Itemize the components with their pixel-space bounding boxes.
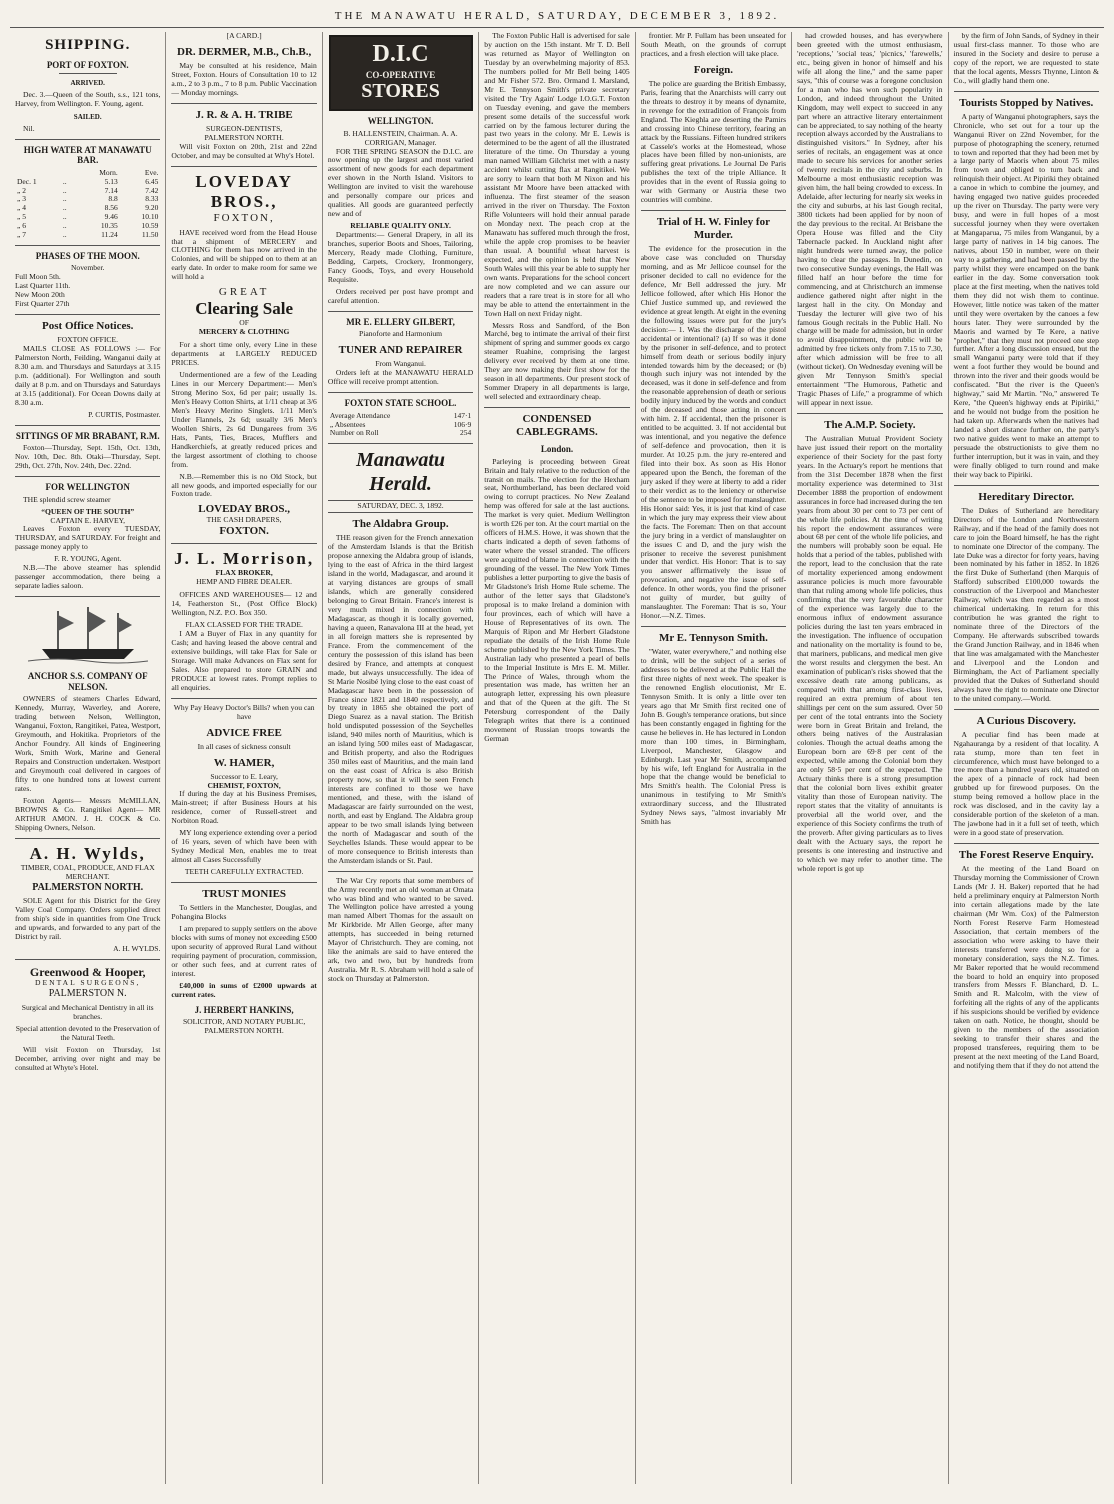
column-3 <box>323 32 479 1484</box>
dr-text: May be consulted at his residence, Main Street, Foxton. Hours of Consultation 10 to 12 a.m., 2 to 3 p.m., 7 to 8 p.m. Public Vaccination — Monday mornings. <box>171 60 317 97</box>
trust-text: To Settlers in the Manchester, Douglas, and Pohangina Blocks <box>171 903 317 921</box>
great-label: GREAT <box>218 286 270 299</box>
dic-place: WELLINGTON. <box>367 116 434 126</box>
school-cell: 254 <box>460 428 472 438</box>
tide-cell: 9.20 <box>145 203 159 213</box>
hamer-text: In all cases of sickness consult <box>197 741 291 751</box>
cable-heading: CONDENSED CABLEGRAMS. <box>516 413 598 439</box>
paper-title: Manawatu Herald. <box>356 449 446 495</box>
school-row <box>328 429 473 438</box>
column-5 <box>636 32 792 1484</box>
school-cell: 106·9 <box>453 419 472 429</box>
sailed-heading: SAILED. <box>73 113 102 122</box>
amp-heading: The A.M.P. Society. <box>824 419 916 432</box>
morrison-trade: FLAX BROKER, <box>215 568 273 578</box>
tide-cell: 10.35 <box>100 220 118 230</box>
tide-cell: 8.56 <box>104 203 118 213</box>
tide-cell: 10.59 <box>141 220 159 230</box>
trial-text: The evidence for the prosecution in the above case was concluded on Thursday morning, and as Mr Jellicoe counsel for the prisoner decided to call no evidence for the defence, Mr Bell addressed the jury. Mr Jellicoe followed, after which His Honor the Chief Justice summed up, and reviewed the evidence at great length. At eight in the evening the following issues were put for the jury's decision:— 1. Was the discharge of the pistol accidental or intentional? (a) If so was it done by the prisoner in self-defence, and to protect himself from death or serious bodily injury intended towards him by the deceased; or (b) though such injury was not intended by the deceased, was it done in self-defence and from the reasonable apprehension of death or serious bodily injury induced by the words and conduct of the deceased and those acting in concert with him. 2. If accidental, then the prisoner is entitled to be acquitted. 3. If not accidental but was intentional, and you negative the defence of self-defence and provocation, then it is murder. At 10.25 p.m. the jury re-entered and filed into their box. As soon as His Honor appeared upon the Bench, the foreman of the jury asked if they were at liberty to add a rider to their verdict as to the leniency or otherwise of the sentence to be imposed for manslaughter. His Honor said: Yes, it is just that kind of case in which the jury may express their view about the facts. The Foreman: Then on that account the jury bring in a verdict of manslaughter on the issues C and D, and the jury wish the prisoner to receive the severest punishment under that verdict. His Honor: That is to say you answer affirmatively the issue of provocation, and negative the issue of self-defence. In other words, you find the prisoner not guilty of murder, but guilty of manslaughter. The Foreman: That is so, Your Honor.—N.Z. Times. <box>640 244 787 621</box>
tide-cell: 8.8 <box>108 194 118 204</box>
tide-cell: „ 5 <box>17 212 26 222</box>
sailed-text: Nil. <box>23 123 35 133</box>
wylds-signature: A. H. WYLDS. <box>113 944 161 954</box>
forest-heading: The Forest Reserve Enquiry. <box>958 849 1094 862</box>
morrison-trade2: HEMP AND FIBRE DEALER. <box>196 577 293 587</box>
school-cell: „ Absentees <box>329 419 366 429</box>
column-6 <box>792 32 948 1484</box>
tide-cell: 11.50 <box>141 229 159 239</box>
masthead: THE MANAWATU HERALD, SATURDAY, DECEMBER 3, 1892. <box>10 10 1104 28</box>
loveday-items: Undermentioned are a few of the Leading Lines in our Mercery Department:— Men's Strong Merino Sox, 6d per pair; usually 1s. Men's Heavy Cotton Shirts, at 1/11 cheap at 3/6 Men's Heavy Merino Singlets. 1/11 Men's Under Flannels, 2s 6d; usually 3/6 Men's Woollen Shirts, 2s 6d Dungarees from 3/6 Hats, Pants, Ties, Braces, Mufflers and Handkerchiefs, at greatly reduced prices and the largest assortment of clothing to choose from. <box>171 370 317 469</box>
moon-heading: PHASES OF THE MOON. <box>35 250 140 261</box>
arrived-heading: ARRIVED. <box>70 79 105 88</box>
gh-text: Surgical and Mechanical Dentistry in all its branches. <box>21 1003 154 1021</box>
trust-heading: TRUST MONIES <box>202 888 287 901</box>
tide-row <box>15 178 160 187</box>
anchor-text: OWNERS of steamers Charles Edward, Kennedy, Murray, Waverley, and Aorere, trading between Nelson, Wellington, Wanganui, Foxton, Rangitikei, Patea, Westport, Greymouth, and Hokitika. Proprietors of the Anchor Foundry. All kinds of Engineering Work, Smith Work, Marine and General Repairs and Construction undertaken. Westport and Greymouth coal delivered in cargoes of fifty to one hundred tons at lowest current rates. <box>15 694 161 793</box>
divider <box>954 485 1099 486</box>
morrison-text: I AM a Buyer of Flax in any quantity for Cash; and having leased the above central and extensive buildings, will take Flax for Sale or Storage. Will make Advances on Flax sent for Sales. Also prepared to store GRAIN and PRODUCE at lowest rates. Prompt replies to all enquiries. <box>171 629 317 692</box>
gh-trade: DENTAL SURGEONS, <box>35 978 141 988</box>
agent-name: F. R. YOUNG, Agent. <box>54 554 122 564</box>
column-2 <box>166 32 322 1484</box>
tourists-text: A party of Wanganui photographers, says the Chronicle, who set out for a tour up the Wanganui River on 22nd November, for the purpose of photographing the scenery, returned to town and reported that they had been met by a large party of Maoris when about 75 miles from town and obliged to turn back and relinquish their object. At Pipiriki they obtained a canoe in which to combine the journey, and having engaged two native guides proceeded up the river on Thursday. The party were very busy, and were in full hopes of a most successful journey when they were overtaken at Mangaparua, 75 miles from Wanganui, by a large party of natives in 14 big canoes. The natives, about 150 in number, were on their way to a gathering, and had been passed by the party whilst they were encamped on the bank earlier in the day. Some conversation took place at the first meeting, when the natives told them they did not wish them to continue. However, little notice was taken of the matter until they were overtaken by the canoes a few hours later. They were surrounded by the Maoris and warned by Te Kere, a native "prophet," that they must not proceed one step further. After a long discussion ensued, but the small Wanganui party were told that if they went a foot further they would be bound and thrown into the river and their goods would be confiscated. "But the river is the Queen's highway," said Mr Martin. "No," answered Te Kere, "the Queen's highway ends at Pipiriki," and he would not budge from the position he had taken up. Afterwards when the natives had landed a short distance further on, the party's two native guides went to make an attempt to persuade the obstructionists to give them no further interruption, but it was in vain, and they were finally obliged to turn round and make their way back to Pipiriki. <box>953 111 1099 479</box>
wylds-name: A. H. Wylds, <box>29 843 146 863</box>
divider <box>641 210 786 211</box>
divider <box>328 392 473 393</box>
wylds-trade: TIMBER, COAL, PRODUCE, AND FLAX MERCHANT. <box>20 862 155 881</box>
dic-orders: Orders received per post have prompt and careful attention. <box>327 286 474 305</box>
school-cell: Average Attendance <box>329 410 391 420</box>
tide-cell: 8.33 <box>145 194 159 204</box>
clearing-label: Clearing Sale <box>195 299 293 319</box>
post-office-signature: P. CURTIS, Postmaster. <box>88 409 161 419</box>
smith-continued-text: had crowded houses, and has everywhere been greeted with the utmost enthusiasm, 'receptions,' 'social teas,' 'picnics,' 'farewells,' etc., being given in honor of himself and his wife all along the line," and the same paper says, "this of course was a foregone conclusion for a man who has won such popularity in London, and indeed throughout the United Kingdom, may well expect to succeed in any part where an attractive literary entertainment can be appreciated, to say nothing of the hearty reception always accorded by the Australians to distinguished visitors." In Sydney, after his series of recitals, an engagement was at once made to secure his services for another series of twenty recitals in the city and suburbs. In Melbourne a most enthusiastic reception was given him, the hall being crowded to excess. In Adelaide, after lecturing for nearly six weeks in the city and suburbs, at his last Gough recital, 3800 tickets had been applied for by noon of the day previous to the recital. At Brisbane the Opera House was filled and the City Tabernacle packed. In Auckland night after night hundreds were turned away, the police having to clear the passages. In Dunedin, on two consecutive Sunday evenings, the Hall was filled half an hour before the time for commencing, and at Christchurch an immense audience gathered night after night in the largest hall in the city. On Monday and Tuesday the lecturer will give two of his famous Gough recitals in the Public Hall. No charge will be made for admission, but in order to avoid disappointment, the public will be admitted by free tickets only from 7.15 to 7.30, after which admission will be free to all (without ticket). On Wednesday evening will be given Mr Tennyson Smith's special entertainment "The Humorous, Pathetic and Tragic Phases of Life," a programme of which will appear in next issue. <box>797 32 943 408</box>
aldabra-heading: The Aldabra Group. <box>352 518 449 531</box>
for-wellington-heading: FOR WELLINGTON <box>45 482 130 493</box>
tide-row <box>15 231 160 240</box>
hamer-question: Why Pay Heavy Doctor's Bills? when you can have <box>173 702 315 721</box>
hankins-name: J. HERBERT HANKINS, <box>194 1004 294 1015</box>
greenwood-hooper-ad <box>15 965 160 1000</box>
for-wellington-nb: N.B.—The above steamer has splendid passenger accommodation, there being a separate ladies saloon. <box>15 563 161 591</box>
wylds-place: PALMERSTON NORTH. <box>32 881 144 893</box>
tide-cell: .. <box>62 176 67 186</box>
post-office-heading: Post Office Notices. <box>42 320 134 332</box>
tide-cell: „ 6 <box>17 220 26 230</box>
hankins-place: PALMERSTON NORTH. <box>204 1026 284 1036</box>
moon-line: Full Moon 5th. <box>15 272 61 282</box>
logo-mid: CO-OPERATIVE <box>365 70 436 80</box>
loveday-nb: N.B.—Remember this is no Old Stock, but all new goods, and imported especially for our Foxton trade. <box>171 471 317 499</box>
column-4 <box>479 32 635 1484</box>
hankins-trade: SOLICITOR, AND NOTARY PUBLIC, <box>182 1017 306 1027</box>
forest-text: At the meeting of the Land Board on Thursday morning the Commissioner of Crown Lands (Mr J. H. Baker) reported that he had held a preliminary enquiry at Palmerston North into certain allegations made by the late chairman (Mr Wm. Cox) of the Palmerston North Forest Reserve Farm Homestead Association, that certain members of the association who were asking to have their interests transferred were doing so for a monetary consideration, says the N.Z. Times. Mr Baker reported that he would recommend the board to hold an enquiry into proposed transfers from Messrs F. Blanchard, D. L. Smith and R. Malcolm, with the view of forfeiting all the rights of any of the applicants if his suspicions should be verified by evidence taken on oath. Notice, he thought, should be given to the members of the association seeking to transfer their shares and the proposed transferees, requiring them to be present at the next meeting of the Land Board, and notifying them that if they do not attend the <box>953 864 1099 1071</box>
divider <box>171 882 316 883</box>
divider <box>797 413 942 414</box>
moon-line: First Quarter 27th <box>15 299 70 309</box>
dic-departments: Departments:— General Drapery, in all its branches, superior Boots and Shoes, Tailoring, Mercery, Ready made Clothing, Furniture, Bedding, Carpets, Crockery, Ironmongery, Fancy Goods, Toys, and every Household Requisite. <box>327 230 474 284</box>
hamer-trade: CHEMIST, FOXTON, <box>207 780 281 790</box>
loveday-ad <box>171 172 316 225</box>
card-label: [A CARD.] <box>226 32 262 40</box>
amp-continued-text: by the firm of John Sands, of Sydney in their usual first-class manner. To those who are insured in the Society and desire to peruse a copy of the report, we are requested to state that the local agents, Messrs Thynne, Linton & Co., will gladly hand them one. <box>953 32 1099 85</box>
divider <box>328 871 473 872</box>
divider <box>328 443 473 444</box>
loveday-footer <box>171 503 316 538</box>
loveday-name: LOVEDAY BROS., <box>195 171 293 211</box>
aldabra-text: THE reason given for the French annexation of the Amsterdam Islands is that the British propose annexing the Aldabra group of islands, lying to the east of Africa in the third largest island in the world, Madagascar, and around it at varying distances are groups of small islands, which are generally considered belonging to Great Britain. France's interest is very much mixed in connection with Madagascar, as though it is locally governed, having a queen, Ranavalona III at the head, yet in all foreign matters she is represented by France. From the commencement of the century the possession of this island has been desired by France, and attempts at conquest made, but always unsuccessfully. The idea of St Marie Nosibé lying close to the east coast of Madagascar have been in the possession of France since 1821 and 1840 respectively, and by treaty in 1865 she obtained the port of Diego Suarez as a naval station. The British hold undisputed possession of the Seychelles island, 940 miles north of Mauritius, which is an island lying 500 miles east of Madagascar, and British property, and also the Rodrigues 350 miles east of Mauritius, and the main land on the east coast of Africa is also British property now, so that it will be seen French interests are confined to those we have mentioned, and these, with the island of Madagascar are fairly surrounded on the west, north, and east by England. The Aldabra group appear to be two small islands lying between the north of Madagascar and south of the Seychelles Islands. These would appear to be of more consequence to British interests than the Amsterdam islands or St. Paul. <box>327 533 474 865</box>
loveday-text: HAVE received word from the Head House that a shipment of MERCERY and CLOTHING for them has now arrived in the Colonies, and will be shipped on to them at an early date. In order to make room for same we will hold a <box>171 227 317 282</box>
divider <box>15 596 160 597</box>
divider <box>954 843 1099 844</box>
frontier-text: frontier. Mr P. Fullam has been unseated for South Meath, on the grounds of corrupt practices, and a fresh election will take place. <box>640 32 787 58</box>
shipping-heading: SHIPPING. <box>45 37 131 53</box>
tribe-text: Will visit Foxton on 20th, 21st and 22nd October, and may be consulted at Why's Hotel. <box>171 141 317 160</box>
mercery-label: MERCERY & CLOTHING <box>198 327 290 337</box>
anchor-heading: ANCHOR S.S. COMPANY OF NELSON. <box>27 671 148 692</box>
hamer-text3: MY long experience extending over a period of 16 years, seven of which have been with Sydney Medical Men, enables me to treat almost all Cases Successfully <box>171 828 317 865</box>
school-heading: FOXTON STATE SCHOOL. <box>344 398 457 409</box>
tide-row <box>15 213 160 222</box>
tourists-heading: Tourists Stopped by Natives. <box>959 96 1094 109</box>
school-cell: Number on Roll <box>329 428 379 438</box>
tide-row <box>15 222 160 231</box>
divider <box>484 407 629 408</box>
loveday2-trade: THE CASH DRAPERS, <box>206 515 282 525</box>
smith-text: "Water, water everywhere," and nothing else to drink, will be the subject of a series of addresses to be delivered at the Public Hall the first three nights of next week. The speaker is the renowned English elocutionist, Mr E. Tennyson Smith. It is only a little over ten years ago that Mr Smith first recited one of John B. Gough's temperance orations, but since has been constantly engaged in fighting for the cause he believes in. He has lectured in London more than 100 times, in Birmingham, Liverpool, Manchester, Glasgow and Edinburgh. Last year Mr Smith, accompanied by his wife, left England for Australia in the hope that the change would be beneficial to Mrs Smith's health. The Colonial Press is unanimous in testifying to Mr Smith's extraordinary success, and the Illustrated Sydney News says, "almost invariably Mr Smith has <box>640 647 787 827</box>
hamer-name: W. HAMER, <box>213 756 275 769</box>
moon-subheading: November. <box>70 263 105 273</box>
tide-heading: HIGH WATER AT MANAWATU BAR. <box>23 144 152 166</box>
moon-line: Last Quarter 11th. <box>15 281 71 291</box>
divider <box>171 103 316 104</box>
tide-row <box>15 195 160 204</box>
tide-cell: 11.24 <box>101 229 118 239</box>
logo-bottom: STORES <box>361 80 440 102</box>
clearing-sale <box>171 286 316 337</box>
tide-cell: „ 2 <box>17 185 26 195</box>
column-7 <box>949 32 1104 1484</box>
gh-name: Greenwood & Hooper, <box>29 965 146 980</box>
tide-cell: .. <box>62 220 67 230</box>
for-wellington-body: Leaves Foxton every TUESDAY, THURSDAY, and SATURDAY. For freight and passage money apply to <box>15 524 161 552</box>
morrison-name: J. L. Morrison, <box>174 549 315 569</box>
divider <box>328 311 473 312</box>
trust-amount: £40,000 in sums of £2000 upwards at current rates. <box>171 980 317 999</box>
tide-cell: 7.42 <box>145 185 159 195</box>
divider <box>15 314 160 315</box>
divider <box>15 245 160 246</box>
tide-cell: .. <box>62 212 67 222</box>
divider <box>954 709 1099 710</box>
tide-cell: .. <box>62 194 67 204</box>
divider <box>954 91 1099 92</box>
sittings-heading: SITTINGS OF MR BRABANT, R.M. <box>15 430 160 441</box>
foreign-heading: Foreign. <box>693 63 733 76</box>
divider <box>59 73 117 74</box>
tide-cell: 9.46 <box>104 212 118 222</box>
school-table <box>328 412 473 439</box>
loveday-place: FOXTON, <box>213 211 275 224</box>
trust-body: I am prepared to supply settlers on the above blocks with sums of money not exceeding £500 upon security of approved Rural Land without requiring payment of procuration, commission, or other such fees, and at current rates of interest. <box>171 923 317 978</box>
gh-place: PALMERSTON N. <box>48 988 127 1000</box>
divider <box>171 166 316 167</box>
tide-cell: 7.14 <box>104 185 118 195</box>
post-office-subheading: FOXTON OFFICE. <box>57 334 119 344</box>
sittings-text: Foxton—Thursday, Sept. 15th, Oct. 13th, Nov. 10th, Dec. 8th. Otaki—Thursday, Sept. 29th, Oct. 27th, Nov. 24th, Dec. 22nd. <box>15 443 161 471</box>
port-heading: PORT OF FOXTON. <box>46 59 129 70</box>
divider <box>15 959 160 960</box>
newspaper-page <box>10 10 1104 1484</box>
gilbert-place: From Wanganui. <box>375 359 426 369</box>
tide-col-header: Eve. <box>144 167 159 177</box>
smith-heading: Mr E. Tennyson Smith. <box>658 632 768 645</box>
cable-subheading: London. <box>540 444 574 455</box>
tide-cell: Dec. 1 <box>17 176 37 186</box>
loveday2-name: LOVEDAY BROS., <box>198 503 291 516</box>
morrison-flax: FLAX CLASSED FOR THE TRADE. <box>185 620 303 630</box>
tide-row <box>15 204 160 213</box>
moon-line: New Moon 20th <box>15 290 65 300</box>
morrison-addr: OFFICES AND WAREHOUSES— 12 and 14, Featherston St., (Post Office Block) Wellington, N.Z. P.O. Box 350. <box>171 590 317 618</box>
curious-text: A peculiar find has been made at Ngahauranga by a resident of that locality. A rata stump, more than ten feet in circumference, which must have belonged to a tree more than a hundred years old, situated on the apex of a pinnacle of rock had been grubbed up for firewood purposes. On the stump being removed a hollow place in the rock was disclosed, and in the cavity lay a considerable portion of the skeleton of a man. The jawbone had in it a full set of teeth, which were in a good state of preservation. <box>953 729 1099 838</box>
divider <box>171 543 316 544</box>
hereditary-text: The Dukes of Sutherland are hereditary Directors of the London and Northwestern Railway, and if the head of the family does not care to join the Board himself, he has the right to nominate one Director of the company. The late Duke was a director for forty years, having been nominated by his father in 1852. In 1826 the first Duke of Sutherland (then Marquis of Stafford) subscribed £100,000 towards the construction of the Liverpool and Manchester Railway, which was then regarded as a most chimerical undertaking. In return for this contribution he was granted the right to nominate three of the Directors of the Company. He afterwards subscribed towards the Grand Junction Railway, and in 1846 when that line was amalgamated with the Manchester and Liverpool and the London and Birmingham, the Act of Parliament specially provided that the Dukes of Sutherland should always have the right to nominate one Director to the united company.—World. <box>953 505 1099 703</box>
hamer-advice: ADVICE FREE <box>206 726 282 739</box>
captain-name: CAPTAIN E. HARVEY, <box>50 515 125 525</box>
gilbert-name: MR E. ELLERY GILBERT, <box>346 316 455 327</box>
curious-heading: A Curious Discovery. <box>976 714 1076 727</box>
tide-cell: 6.45 <box>145 176 159 186</box>
tribe-place: PALMERSTON NORTH. <box>204 132 284 142</box>
hamer-text2: If during the day at his Business Premises, Main-street; if after Business Hours at his residence, corner of Russell-street and Norbiton Road. <box>171 789 317 826</box>
arrived-text: Dec. 3.—Queen of the South, s.s., 121 tons, Harvey, from Wellington. F. Young, agent. <box>15 89 161 108</box>
divider <box>15 838 160 839</box>
gh-text2: Special attention devoted to the Preservation of the Natural Teeth. <box>15 1023 160 1042</box>
divider <box>15 139 160 140</box>
of-label: OF <box>239 318 249 328</box>
dr-name: DR. DERMER, M.B., Ch.B., <box>177 45 312 58</box>
date-line: SATURDAY, DEC. 3, 1892. <box>328 500 473 513</box>
hereditary-heading: Hereditary Director. <box>978 490 1075 503</box>
divider <box>171 698 316 699</box>
school-cell: 147·1 <box>453 410 472 420</box>
gilbert-trade: Pianoforte and Harmonium <box>359 329 443 339</box>
tide-cell: .. <box>62 203 67 213</box>
small-news-text: The War Cry reports that some members of the Army recently met an old woman at Omata who was blind and who wanted to be saved. The Wellington police have arrested a young man named Albert Thomas for the assault on Mr Kirkbride. Mr Allen George, after many attempts, has succeeded in being returned Mayor of Christchurch. They are coming, not like the animals are said to have entered the ark, two and two, but by hundreds from Australia. Mr R. S. Abraham will hold a sale of stock on Thursday at Palmerston. <box>327 875 474 984</box>
tide-cell: „ 4 <box>17 203 26 213</box>
tide-cell: „ 3 <box>17 194 26 204</box>
loveday-text2: For a short time only, every Line in these departments at LARGELY REDUCED PRICES. <box>171 340 317 368</box>
dic-quality: RELIABLE QUALITY ONLY. <box>350 221 451 231</box>
dic-text: FOR THE SPRING SEASON the D.I.C. are now opening up the largest and most varied assortment of new goods for each department ever shown in the North Island. Visitors to Wellington are invited to visit the warehouse and personally compare our prices and qualities. All goods are guaranteed perfectly new and of <box>327 146 474 219</box>
ship-name: “QUEEN OF THE SOUTH” <box>41 506 135 516</box>
foreign-text: The police are guarding the British Embassy, Paris, fearing that the Anarchists will carry out the threats to destroy it by means of dynamite, in revenge for the extradition of François from England. The Kieghla are deserting the Pamirs and crossing into Chinese territory, fearing an attack by the Russians. Fifteen hundred strikers at Cassele's works at the Homestead, whose places have been filled by non-unionists, are suffering great privations. Le Journal De Paris publishes the text of the triple Alliance. It provides that in the event of Russia going to war with Germany or Austria these two countries will combine. <box>640 78 787 205</box>
gh-text3: Will visit Foxton on Thursday, 1st December, arriving over night and may be consulted at Whyte's Hotel. <box>15 1044 161 1072</box>
tribe-trade: SURGEON-DENTISTS, <box>206 123 283 133</box>
loveday2-place: FOXTON. <box>219 525 269 538</box>
tide-cell: „ 7 <box>17 229 26 239</box>
divider <box>15 476 160 477</box>
wylds-text: SOLE Agent for this District for the Grey Valley Coal Company. Orders supplied direct from ship's side in quantities from One Truck and upwards, and forwarded to any part of the District by rail. <box>15 896 161 942</box>
tribe-name: J. R. & A. H. TRIBE <box>195 108 293 121</box>
post-office-text: MAILS CLOSE AS FOLLOWS :— For Palmerston North, Feilding, Wanganui daily at 8.30 a.m. and Thursdays and Saturdays at 3.15 p.m. (additional). For Wellington and south daily at 8 p.m. and on Thursdays and Saturdays at 3.15 (additional). For Ocean Downs daily at 8.30 a.m. <box>15 343 161 407</box>
cable-text: Parleying is proceeding between Great Britain and Italy relative to the reduction of the transit on mails. The election for the Hexham seat, Northumberland, has been declared void owing to corrupt practices. No New Zealand hemp was offered for sale at the last auctions. The market is very quiet. Medium Wellington is worth £26 per ton. At the court martial on the officers of H.M.S. Howe, it was shown that the charts indicated a depth of seven fathoms of water where the vessel stranded. The officers were acquitted of blame in connection with the grounding of the vessel. The New York Times publishes a letter purporting to give the basis of Mr Gladstone's Irish Home Rule scheme. The author of the letter says that Gladstone's proposal is to make Ireland a dominion with four provinces, each of which will have a House of Representatives of its own. The Marquis of Ripon and Mr Herbert Gladstone repudiate the details of the Irish Home Rule scheme published by the New York Times. The Australian lady who presented a pearl of bells to the Imperial Institute is Mrs E. M. Miller. The Prince of Wales, through whom the presentation was made, has written her an autograph letter, expressing his own pleasure and that of the Queen at the gift. The St Petersburg correspondent of the Daily Telegraph writes that there is a continued movement of Russian troops towards the German <box>484 456 630 744</box>
tide-cell: .. <box>62 229 67 239</box>
columns <box>10 32 1104 1484</box>
tide-table <box>15 169 160 240</box>
amp-text: The Australian Mutual Provident Society have just issued their report on the mortality experience of their Society for the past forty years. In the Actuary's report he mentions that from the 31st December 1878 when the first mortality experience was determined to 31st December 1888 the proportion of endowment assurances in force had increased during the ten years from about 30 per cent to 73 per cent of the whole life policies. At the time of writing his report the endowment assurances were about 68 per cent of the whole life policies, and the numbers will probably soon be equal. He holds that a period of the tables, published with the report, lead to the conclusion that the rate of mortality experienced among endowment assurance policies is much more favourable than that ruling among whole life policies, thus confirming that the very favourable character of the experience was largely due to the enormous influx of endowment assurance policies during the last ten years embraced in the investigation. The influence of occupation and nationality on the mortality is found to be, that mariners, publicans, and medical men give the worst results and clergymen the best. An examination of publican's risks showed that the excessive death rate among publicans, as compared with that among first-class lives, required an extra premium of about ten shillings per cent on the sum assured. Over 50 per cent of the total entrants into the Society were born in Great Britain and Ireland, the others being natives of the Australasian colonies. Though the actual deaths among the European born are 69·8 per cent of the expected, while among the Colonial born they are only 58·5 per cent of the expected. The Actuary thinks there is a strong presumption that the colonial born lives exhibit greater vitality than those of European nativity. The report states that the vitality of annuitants is proverbial all the world over, and the experience of this Society confirms the truth of the proverb. After giving particulars as to lives dealt with the Actuary says, the report he presents is one interesting and instructive and to which we may refer to another time. The whole report is got up <box>797 434 943 873</box>
trial-heading: Trial of H. W. Finley for Murder. <box>656 216 770 242</box>
dic-logo <box>329 35 473 111</box>
for-wellington-text: THE splendid screw steamer <box>23 494 111 504</box>
tide-cell: .. <box>62 185 67 195</box>
wylds-ad <box>15 844 160 894</box>
divider <box>15 425 160 426</box>
morrison-ad <box>171 549 316 587</box>
gilbert-trade2: TUNER AND REPAIRER <box>338 344 463 357</box>
column-1 <box>10 32 166 1484</box>
dic-officers: B. HALLENSTEIN, Chairman. A. A. CORRIGAN, Manager. <box>343 128 458 147</box>
tide-cell: 5.13 <box>104 176 118 186</box>
logo-top: D.I.C <box>372 41 429 67</box>
tide-col-header: Morn. <box>99 167 118 177</box>
tide-cell: 10.10 <box>141 212 159 222</box>
local-news-text: The Foxton Public Hall is advertised for sale by auction on the 15th instant. Mr T. D. Bell was returned as Mayor of Wellington on Tuesday by an overwhelming majority of 853. The numbers polled for Mr Bell being 1405 and Mr Fisher 572. Bro. Ormand I. Marsland, Mr E. Tennyson Smith's private secretary visited the 'Try Again' Lodge I.O.G.T. Foxton on Tuesday evening, and gave the members present some details of the successful work carried on by the famous lecturer during the past two years in the colony. Mr E. Lewis is determined to be the agent of all the illustrated literature of the time. On Thursday a young man named William Gilchrist met with a nasty accident whilst cutting flax at Rangitikei. We are sorry to learn that both M Nixon and his assistant Mr Moore have been attacked with influenza. The first steamer of the season arrived in the river on Thursday. The Foxton Rifle Volunteers will hold their annual parade on Monday next. The peach crop at the Manawatu has suffered much through the frost, while the apple crop promises to be heavier than usual. A bountiful wheat harvest is expected, and the opinion is held that New South Wales will this year be able to supply her own wants. Preparations for the school concert are now completed and we can assure our readers that a rare treat is in store for all who may be able to attend the entertainment in the Town Hall on next Friday night. <box>484 32 630 318</box>
gilbert-text: Orders left at the MANAWATU HERALD Office will receive prompt attention. <box>327 368 474 387</box>
anchor-agents: Foxton Agents— Messrs McMILLAN, BROWNS & Co. Rangitikei Agent— MR ARTHUR AMON. J. H. COCK & Co. Shipping Owners, Nelson. <box>15 795 161 832</box>
teeth-line: TEETH CAREFULLY EXTRACTED. <box>184 867 304 877</box>
tide-row <box>15 187 160 196</box>
divider <box>641 626 786 627</box>
bon-marche-text: Messrs Ross and Sandford, of the Bon Marché, beg to intimate the arrival of their first shipment of spring and summer goods ex cargo steamer Ruahine, comprising the largest delivery ever received by them at one time. They are now making their first show for the season in all departments. Our present stock of Sommer Drapery in all departments is large, well selected and extraordinary cheap. <box>484 320 630 402</box>
hamer-sub: Successor to E. Leary, <box>210 771 278 781</box>
ship-illustration-icon <box>28 603 148 665</box>
